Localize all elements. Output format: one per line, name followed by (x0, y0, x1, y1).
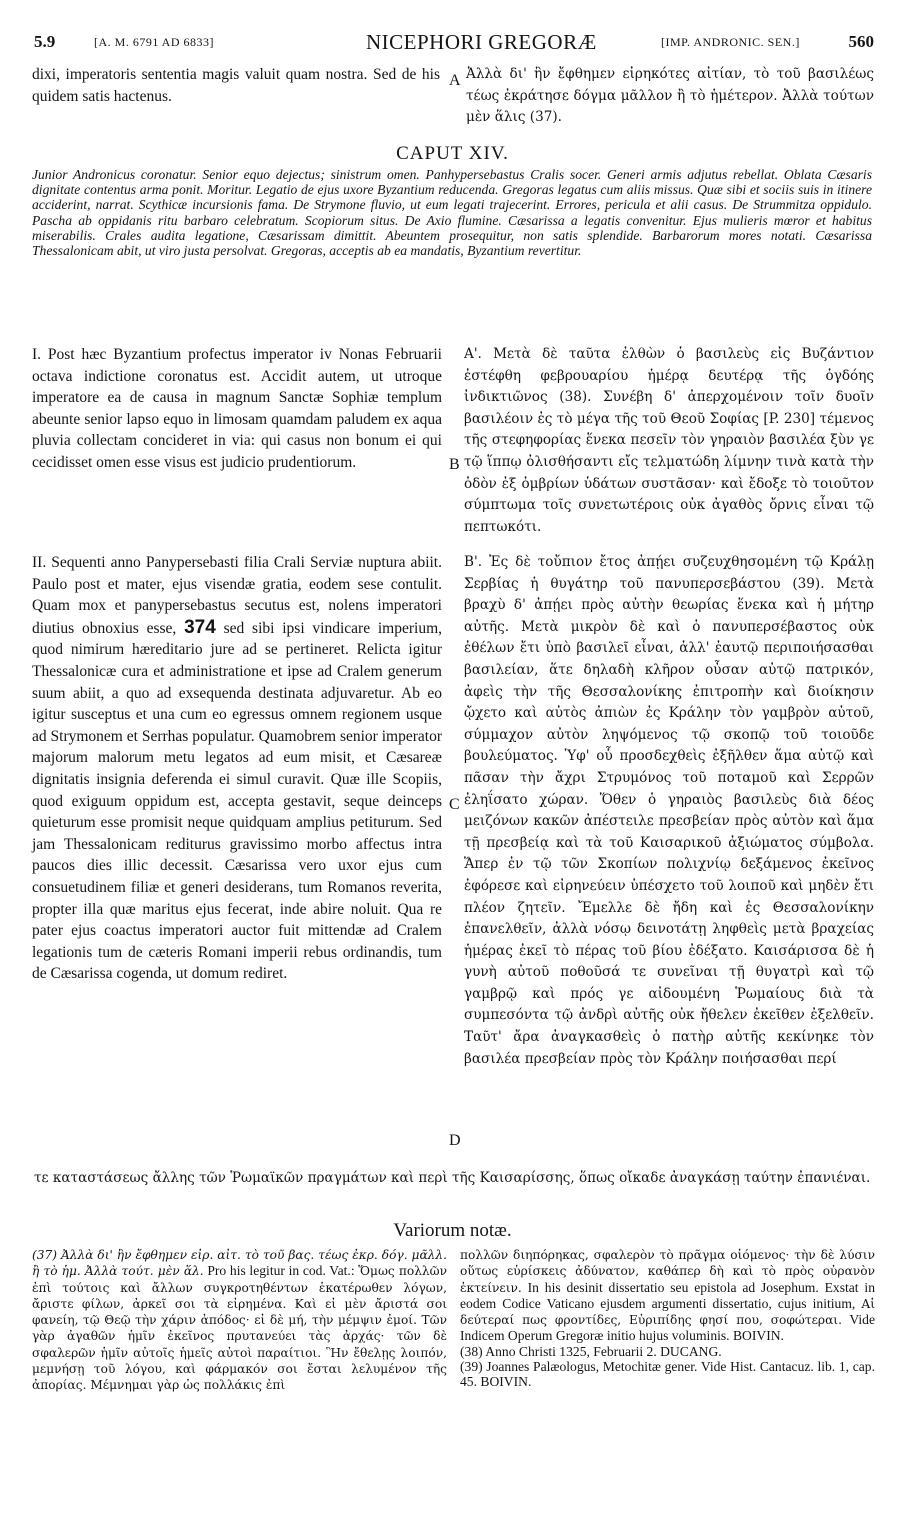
footnote-37 (32, 1247, 447, 1394)
header-emperor: [IMP. ANDRONIC. SEN.] (661, 35, 800, 49)
margin-marker-d: D (449, 1132, 461, 1149)
footnotes-right (460, 1247, 875, 1390)
section-2-greek-tail: τε καταστάσεως ἄλλης τῶν Ῥωμαϊκῶν πραγμάτων καὶ περὶ τῆς Καισαρίσσης, ὅπως οἴκαδε ἀναγκάσῃ ταύτην ἐπανιέναι. (34, 1170, 871, 1186)
intro-greek: Ἀλλὰ δι' ἣν ἔφθημεν εἰρηκότες αἰτίαν, τὸ τοῦ βασιλέως τέως ἐκράτησε δόγμα μᾶλλον ἢ τὸ ἡμέτερον. Ἀλλὰ τούτων μὲν ἅλις (37). (466, 66, 874, 126)
section-2-greek: Β'. Ἐς δὲ τοὔπιον ἔτος ἀπῄει συζευχθησομένη τῷ Κράλῃ Σερβίας ἡ θυγάτηρ τοῦ πανυπερσεβάστου (39). Μετὰ βραχὺ δ' ἀπῄει πρὸς αὐτὴν θεωρίας ἕνεκα καὶ ἡ μήτηρ αὐτῆς. Μετὰ μικρὸν δὲ καὶ ὁ πανυπερσέβαστος οὐκ ἐθέλων ἔτι ὑπὸ βασιλεῖ εἶναι, ἀλλ' ἑαυτῷ περιποιήσασθαι βασιλείαν, ἅτε δηλαδὴ κλῆρον οὖσαν αὐτῷ πατρικόν, ἀφεὶς τὴν τῆς Θεσσαλονίκης ἐπιτροπὴν καὶ διοίκησιν ᾤχετο καὶ αὐτὸς ἀπιὼν ἐς Κράλην τὸν γαμβρὸν αὐτοῦ, σύμμαχον αὐτὸν ληψόμενος τῷ σκοπῷ τοῦ τοιοῦδε βουλεύματος. Ὑφ' οὗ προσδεχθεὶς ἐξῆλθεν ἅμα αὐτῷ καὶ πᾶσαν τὴν ἄχρι Στρυμόνος τοῦ ποταμοῦ καὶ Σερρῶν ἐληΐσατο χώραν. Ὅθεν ὁ γηραιὸς βασιλεὺς διὰ δέος μειζόνων κακῶν ἀπέστειλε πρεσβείαν πρὸς αὐτὸν καὶ ἅμα τῇ πρεσβείᾳ καὶ τὰ τοῦ Καισαρικοῦ ἀξιώματος σύμβολα. Ἅπερ ἐν τῷ τῶν Σκοπίων πολιχνίῳ δεξάμενος ἐκεῖνος ἐφόρεσε καὶ εἰρηνεύειν ὑπέσχετο τοῦ λοιποῦ καὶ μηδὲν ἔτι πλέον ζητεῖν. Ἔμελλε δὲ ἤδη καὶ ἐς Θεσσαλονίκην ἐπανελθεῖν, ἀλλὰ νόσῳ δεινοτάτῃ ληφθεὶς μετὰ βραχείας ἡμέρας ἐκεῖ τὸ πέρας τοῦ βίου ἐδέξατο. Καισάρισσα δὲ ἡ γυνὴ αὐτοῦ ποθοῦσά τε συνεῖναι τῇ θυγατρὶ καὶ τῷ γαμβρῷ καὶ πρός γε αἰδουμένη Ῥωμαίους διὰ τὰ συμπεσόντα τῷ ἀνδρὶ αὐτῆς οὐκ ἤθελεν ἐκεῖθεν ἐξελθεῖν. Ταῦτ' ἄρα ἀναγκασθεὶς ὁ πατὴρ αὐτῆς κεκίνηκε τὸν βασιλέα πρεσβείαν πρὸς τὸν Κράλην ποιήσασθαι περί (464, 554, 874, 1067)
page-number-right: 560 (848, 32, 874, 51)
section-2-latin-part-a: II. Sequenti anno Panypersebasti filia Crali Serviæ nuptura abiit. Paulo post et mater, ejus visendæ gratia, eodem sese contulit. Quam mox et panypersebastus secutus est, nolens imperatori diutius obnoxius esse, (32, 554, 442, 637)
header-date: [A. M. 6791 AD 6833] (94, 35, 214, 49)
margin-marker-a: A (449, 72, 461, 89)
chapter-summary: Junior Andronicus coronatur. Senior equo dejectus; sinistrum omen. Panhypersebastus Cralis socer. Generi armis adjutus rebellat. Oblata Cæsaris dignitate contentus arma ponit. Moritur. Legatio de ejus uxore Byzantium reducenda. Gregoras legatus cum aliis missus. Quæ sibi et sociis suis in itinere acciderint, narrat. Scythicæ incursionis fama. De Strymone fluvio, ut eum legati trajecerint. Errores, pericula et alii casus. De Strummitza oppidulo. Pascha ab oppidanis ritu barbaro celebratum. Scopiorum situs. De Axio flumine. Cæsarissa a legatis convenitur. Ejus mulieris mœror et habitus miserabilis. Crales audita legatione, Cæsarissam dimittit. Abeuntem prosequitur, non satis splendide. Barbarorum mores notati. Cæsarissa Thessalonicam abit, ut viro justa persolvat. Gregoras, acceptis ab ea mandatis, Byzantium revertitur. (32, 167, 872, 259)
footnote-37-quote: Αἱ δεύτεραί πως φροντίδες, Εὐριπίδης φησί που, σοφώτεραι. (460, 1296, 875, 1328)
header-title: NICEPHORI GREGORÆ (366, 30, 597, 54)
section-1-greek: Α'. Μετὰ δὲ ταῦτα ἐλθὼν ὁ βασιλεὺς εἰς Βυζάντιον ἐστέφθη φεβρουαρίου ἡμέρᾳ δευτέρᾳ τῆς ὀγδόης ἰνδικτιῶνος (38). Συνέβη δ' ἀπερχομένοιν τοῖν δυοῖν βασιλέοιν ἐς τὸ μέγα τῆς τοῦ Θεοῦ Σοφίας [P. 230] τέμενος τῆς στεφηφορίας ἕνεκα πεσεῖν τὸν γηραιὸν βασιλέα ξὺν γε τῷ ἵππῳ ὀλισθήσαντι εἴς τελματώδη λίμνην τινὰ κατὰ τὴν ὁδὸν ἐξ ὀμβρίων ὑδάτων συστᾶσαν· καὶ ἔδοξε τὸ τοιοῦτον σύμπτωμα τοῖς συνετωτέροις οὐκ ἀγαθὸς ὄρνις εἶναι τῷ πεπτωκότι. (464, 346, 874, 535)
footnote-37-greek: Ὅμως πολλῶν ἐπὶ τούτοις καὶ ἄλλων συγκροτηθέντων ἑκατέρωθεν λόγων, ἄριστε φίλων, ἀρκεῖ σοι τὰ εἰρημένα. Καὶ εἰ μὲν ἄριστά σοι φανείη, τῷ Θεῷ τὴν χάριν ἀπόδος· εἰ δὲ μή, τὴν μέμψιν ἐμοί. Τῶν γὰρ ἀγαθῶν ἡμῖν ἐκεῖνος πρυτανεύει τὰς ἀρχάς· τῶν δὲ σφαλερῶν ἡμῖν αὐτοῖς ἡμεῖς αὐτοὶ παραίτιοι. Ἣν ἔθελῃς λοιπόν, μεμνήσῃ τοῦ λόγου, καὶ φάρμακόν σοι ἔσται λελυμένον τῆς ἀπορίας. Μέμνημαι γὰρ ὡς πολλάκις ἐπὶ (32, 1264, 448, 1393)
page-number-left: 5.9 (34, 32, 56, 51)
section-2-latin (32, 552, 442, 985)
footnote-37-latin: Pro his legitur in cod. Vat.: (207, 1263, 355, 1279)
intro-latin: dixi, imperatoris sententia magis valuit quam nostra. Sed de his quidem satis hactenus. (32, 66, 440, 105)
footnote-37-greek-cont: πολλῶν διηπόρηκας, σφαλερὸν τὸ πρᾶγμα οἰόμενος· τὴν δὲ λύσιν οὕτως εὑρίσκεις ἀδύνατον, καθάπερ δὴ καὶ τὸ πρὸς οὐρανὸν ἐκτείνειν. (460, 1248, 875, 1295)
margin-marker-c: C (449, 796, 460, 813)
footnote-38: (38) Anno Christi 1325, Februarii 2. DUCANG. (460, 1343, 722, 1359)
footnote-39: (39) Joannes Palæologus, Metochitæ gener. Vide Hist. Cantacuz. lib. 1, cap. 45. BOIVIN. (460, 1359, 875, 1390)
page-reference: 374 (184, 616, 216, 638)
footnote-37-latin-cont: In his desinit dissertatio seu epistola ad Josephum. Exstat in eodem Codice Vaticano ejusdem argumenti dissertatio, cujus initium, (460, 1279, 875, 1311)
margin-marker-b: B (449, 456, 460, 473)
footnote-37-reference: Vide Indicem Operum Gregoræ initio hujus voluminis. BOIVIN. (460, 1312, 875, 1344)
chapter-heading: CAPUT XIV. (396, 143, 509, 164)
footnote-37-lemma: (37) Ἀλλὰ δι' ἣν ἔφθημεν εἰρ. αἰτ. τὸ τοῦ βας. τέως ἐκρ. δόγ. μᾶλλ. ἢ τὸ ἡμ. Ἀλλὰ τούτ. μὲν ἅλ. (32, 1248, 447, 1279)
section-2-latin-part-b: sed sibi ipsi vindicare imperium, quod nimirum hæreditario jure ad se pertineret. Relicta igitur Thessalonicæ cura et administratione et ipse ad Cralem generum suum abiit, a quo ad exsequenda destinata adjuvaretur. Ab eo igitur susceptus et una cum eo egressus omnem regionem usque ad Strymonem et Serrhas populatur. Quamobrem senior imperator majorum malorum metu legatos ad eum misit, et Cæsareæ dignitatis insignia deferenda ei simul curavit. Quæ ille Scopiis, quod exiguum oppidum est, accepta gestavit, seque deinceps quieturum esse promisit neque quidquam amplius petiturum. Sed jam Thessalonicam rediturus gravissimo morbo affectus intra paucos dies illic decessit. Cæsarissa vero uxor ejus cum consuetudinem filiæ et generi desiderans, tum Romanos reverita, propter illa quæ maritus ejus fecerat, inde abire noluit. Qua re pater ejus coactus imperatori auctor fuit mittendæ ad Cralem legationis tum de cæteris Romani imperii rebus ordinandis, tum de Cæsarissa cogenda, ut domum rediret. (32, 619, 443, 983)
section-1-latin: I. Post hæc Byzantium profectus imperator iv Nonas Februarii octava indictione coronatus est. Accidit autem, ut utroque imperatore ea de causa in magnum Sanctæ Sophiæ templum abeunte senior lapso equo in limosam quamdam paludem ex aqua pluvia collectam concideret in via: qui casus non bonum ei qui cecidisset omen esse visus est judicio prudentiorum. (32, 346, 442, 471)
variorum-heading: Variorum notæ. (393, 1220, 512, 1241)
running-header (34, 30, 874, 56)
